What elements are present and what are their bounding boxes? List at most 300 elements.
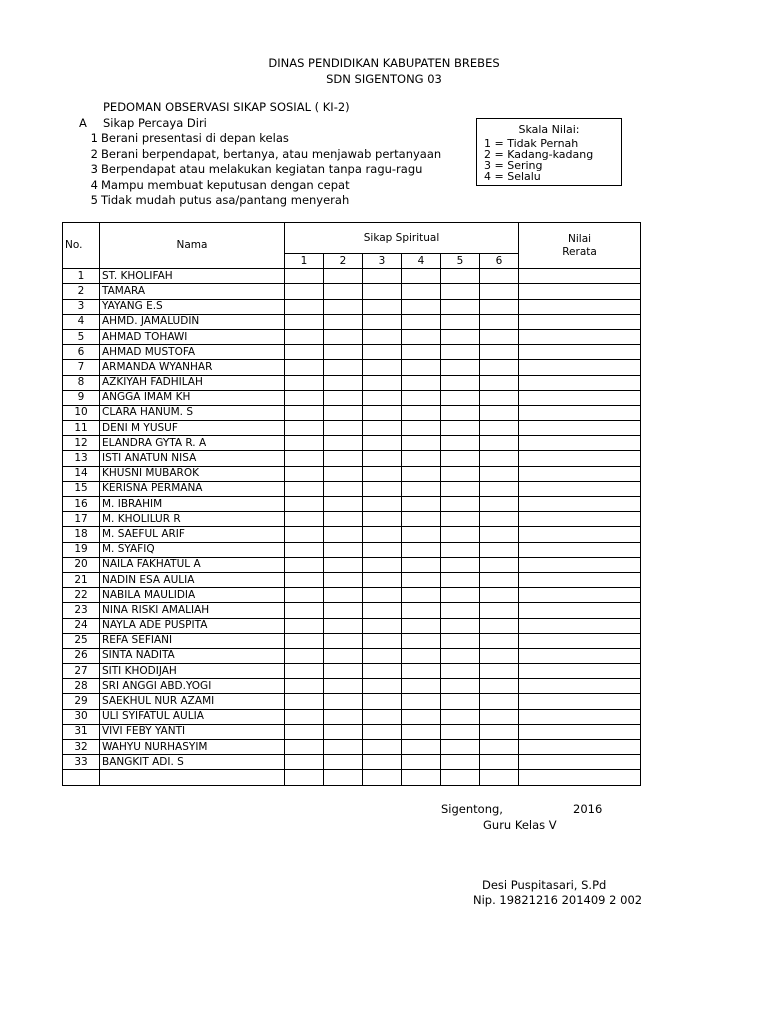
score-cell[interactable] — [480, 618, 519, 633]
student-name: NAYLA ADE PUSPITA — [100, 618, 285, 633]
score-cell[interactable] — [324, 390, 363, 405]
score-cell[interactable] — [324, 299, 363, 314]
student-name: TAMARA — [100, 284, 285, 299]
score-cell[interactable] — [363, 314, 402, 329]
score-cell[interactable] — [480, 405, 519, 420]
score-cell[interactable] — [324, 451, 363, 466]
score-cell[interactable] — [402, 694, 441, 709]
average-cell[interactable] — [519, 755, 641, 770]
score-cell[interactable] — [324, 466, 363, 481]
score-cell[interactable] — [324, 588, 363, 603]
indicator-number: 2 — [90, 146, 98, 161]
score-cell[interactable] — [285, 390, 324, 405]
score-cell[interactable] — [480, 709, 519, 724]
score-cell[interactable] — [363, 724, 402, 739]
score-cell[interactable] — [363, 466, 402, 481]
average-cell[interactable] — [519, 709, 641, 724]
row-number: 19 — [63, 542, 100, 557]
table-row — [63, 405, 641, 420]
section-name: Sikap Percaya Diri — [103, 116, 207, 130]
score-cell[interactable] — [324, 648, 363, 663]
table-row — [63, 299, 641, 314]
score-cell[interactable] — [363, 345, 402, 360]
score-cell[interactable] — [285, 466, 324, 481]
table-row — [63, 345, 641, 360]
score-cell[interactable] — [285, 709, 324, 724]
score-cell[interactable] — [324, 375, 363, 390]
score-cell[interactable] — [363, 390, 402, 405]
score-cell[interactable] — [285, 542, 324, 557]
score-cell[interactable] — [480, 284, 519, 299]
score-cell[interactable] — [285, 603, 324, 618]
average-cell[interactable] — [519, 390, 641, 405]
score-cell[interactable] — [441, 648, 480, 663]
score-cell[interactable] — [324, 527, 363, 542]
student-name: SITI KHODIJAH — [100, 664, 285, 679]
score-cell[interactable] — [402, 497, 441, 512]
score-cell[interactable] — [285, 451, 324, 466]
score-cell[interactable] — [363, 451, 402, 466]
score-cell[interactable] — [363, 405, 402, 420]
average-cell[interactable] — [519, 451, 641, 466]
score-cell[interactable] — [324, 709, 363, 724]
row-number: 9 — [63, 390, 100, 405]
row-number: 2 — [63, 284, 100, 299]
score-cell[interactable] — [480, 679, 519, 694]
score-cell[interactable] — [285, 284, 324, 299]
score-cell[interactable] — [441, 360, 480, 375]
score-cell[interactable] — [480, 390, 519, 405]
score-cell[interactable] — [402, 329, 441, 344]
score-cell[interactable] — [285, 329, 324, 344]
score-cell[interactable] — [480, 360, 519, 375]
score-cell[interactable] — [324, 542, 363, 557]
score-cell[interactable] — [324, 436, 363, 451]
score-cell[interactable] — [402, 755, 441, 770]
signature-year: 2016 — [573, 802, 603, 816]
score-cell[interactable] — [363, 679, 402, 694]
score-column-header: 2 — [324, 254, 363, 269]
student-name: ULI SYIFATUL AULIA — [100, 709, 285, 724]
score-cell[interactable] — [363, 588, 402, 603]
score-cell[interactable] — [480, 572, 519, 587]
table-row — [63, 527, 641, 542]
score-cell[interactable] — [363, 633, 402, 648]
score-cell[interactable] — [363, 421, 402, 436]
score-cell[interactable] — [363, 572, 402, 587]
average-cell[interactable] — [519, 527, 641, 542]
score-cell[interactable] — [285, 421, 324, 436]
score-cell[interactable] — [441, 694, 480, 709]
score-cell[interactable] — [441, 512, 480, 527]
score-cell[interactable] — [402, 481, 441, 496]
score-cell[interactable] — [402, 284, 441, 299]
agency-title: DINAS PENDIDIKAN KABUPATEN BREBES — [268, 56, 500, 70]
row-number: 6 — [63, 345, 100, 360]
score-cell[interactable] — [480, 314, 519, 329]
score-cell[interactable] — [363, 740, 402, 755]
score-cell[interactable] — [441, 390, 480, 405]
table-row — [63, 694, 641, 709]
average-cell[interactable] — [519, 588, 641, 603]
average-cell[interactable] — [519, 436, 641, 451]
score-cell[interactable] — [363, 755, 402, 770]
score-cell[interactable] — [324, 360, 363, 375]
score-cell[interactable] — [402, 527, 441, 542]
score-cell[interactable] — [402, 512, 441, 527]
student-name: NINA RISKI AMALIAH — [100, 603, 285, 618]
average-cell[interactable] — [519, 542, 641, 557]
score-cell[interactable] — [285, 497, 324, 512]
score-cell[interactable] — [441, 269, 480, 284]
scale-item: 1 = Tidak Pernah — [484, 137, 579, 150]
score-cell[interactable] — [324, 497, 363, 512]
average-cell[interactable] — [519, 679, 641, 694]
score-cell[interactable] — [363, 436, 402, 451]
score-cell[interactable] — [363, 299, 402, 314]
average-cell[interactable] — [519, 770, 641, 785]
score-cell[interactable] — [441, 588, 480, 603]
scale-legend — [476, 118, 622, 186]
average-cell[interactable] — [519, 664, 641, 679]
score-cell[interactable] — [480, 481, 519, 496]
average-cell[interactable] — [519, 299, 641, 314]
score-cell[interactable] — [480, 497, 519, 512]
score-cell[interactable] — [402, 542, 441, 557]
indicator-number: 3 — [90, 162, 98, 176]
score-cell[interactable] — [402, 269, 441, 284]
score-cell[interactable] — [402, 709, 441, 724]
average-cell[interactable] — [519, 497, 641, 512]
indicator-number: 5 — [90, 193, 98, 207]
score-cell[interactable] — [441, 345, 480, 360]
score-cell[interactable] — [324, 329, 363, 344]
score-cell[interactable] — [480, 375, 519, 390]
score-cell[interactable] — [480, 770, 519, 785]
score-cell[interactable] — [402, 588, 441, 603]
score-cell[interactable] — [363, 770, 402, 785]
score-cell[interactable] — [441, 755, 480, 770]
row-number: 25 — [63, 633, 100, 648]
score-cell[interactable] — [363, 527, 402, 542]
score-cell[interactable] — [480, 664, 519, 679]
row-number: 4 — [63, 314, 100, 329]
score-cell[interactable] — [285, 557, 324, 572]
score-cell[interactable] — [480, 329, 519, 344]
header-nilai: Nilai — [568, 232, 592, 245]
score-cell[interactable] — [363, 603, 402, 618]
score-cell[interactable] — [285, 360, 324, 375]
score-cell[interactable] — [441, 679, 480, 694]
score-cell[interactable] — [480, 345, 519, 360]
score-cell[interactable] — [402, 572, 441, 587]
score-cell[interactable] — [441, 466, 480, 481]
score-cell[interactable] — [324, 421, 363, 436]
score-cell[interactable] — [324, 572, 363, 587]
row-number: 15 — [63, 481, 100, 496]
score-cell[interactable] — [480, 436, 519, 451]
score-cell[interactable] — [441, 329, 480, 344]
score-cell[interactable] — [480, 740, 519, 755]
average-cell[interactable] — [519, 694, 641, 709]
score-cell[interactable] — [324, 724, 363, 739]
student-name: M. KHOLILUR R — [100, 512, 285, 527]
score-cell[interactable] — [285, 436, 324, 451]
score-cell[interactable] — [441, 481, 480, 496]
score-cell[interactable] — [480, 466, 519, 481]
score-cell[interactable] — [324, 618, 363, 633]
score-cell[interactable] — [285, 572, 324, 587]
score-cell[interactable] — [480, 421, 519, 436]
header-sikap-spiritual: Sikap Spiritual — [285, 223, 519, 254]
score-cell[interactable] — [480, 648, 519, 663]
student-name: ELANDRA GYTA R. A — [100, 436, 285, 451]
table-row — [63, 375, 641, 390]
score-cell[interactable] — [324, 679, 363, 694]
average-cell[interactable] — [519, 633, 641, 648]
score-cell[interactable] — [441, 664, 480, 679]
average-cell[interactable] — [519, 345, 641, 360]
average-cell[interactable] — [519, 572, 641, 587]
score-cell[interactable] — [441, 633, 480, 648]
score-cell[interactable] — [402, 314, 441, 329]
score-cell[interactable] — [402, 345, 441, 360]
score-cell[interactable] — [480, 512, 519, 527]
table-row — [63, 618, 641, 633]
score-cell[interactable] — [285, 512, 324, 527]
average-cell[interactable] — [519, 740, 641, 755]
student-name: AHMAD TOHAWI — [100, 329, 285, 344]
score-cell[interactable] — [402, 299, 441, 314]
score-cell[interactable] — [285, 679, 324, 694]
score-cell[interactable] — [324, 557, 363, 572]
table-row — [63, 284, 641, 299]
observation-table — [62, 222, 641, 786]
average-cell[interactable] — [519, 466, 641, 481]
score-cell[interactable] — [402, 603, 441, 618]
score-cell[interactable] — [441, 405, 480, 420]
student-name: AZKIYAH FADHILAH — [100, 375, 285, 390]
score-cell[interactable] — [480, 451, 519, 466]
student-name: SINTA NADITA — [100, 648, 285, 663]
average-cell[interactable] — [519, 421, 641, 436]
score-cell[interactable] — [324, 603, 363, 618]
score-cell[interactable] — [480, 633, 519, 648]
row-number: 17 — [63, 512, 100, 527]
student-name: NADIN ESA AULIA — [100, 572, 285, 587]
score-cell[interactable] — [441, 284, 480, 299]
score-cell[interactable] — [402, 648, 441, 663]
average-cell[interactable] — [519, 481, 641, 496]
score-cell[interactable] — [441, 497, 480, 512]
score-cell[interactable] — [441, 421, 480, 436]
score-cell[interactable] — [441, 618, 480, 633]
score-cell[interactable] — [285, 527, 324, 542]
score-cell[interactable] — [363, 512, 402, 527]
row-number: 18 — [63, 527, 100, 542]
score-cell[interactable] — [441, 740, 480, 755]
average-cell[interactable] — [519, 375, 641, 390]
score-cell[interactable] — [285, 664, 324, 679]
average-cell[interactable] — [519, 618, 641, 633]
score-cell[interactable] — [441, 527, 480, 542]
indicator-text: Berpendapat atau melakukan kegiatan tanpa ragu-ragu — [101, 162, 423, 176]
score-cell[interactable] — [285, 740, 324, 755]
score-cell[interactable] — [402, 451, 441, 466]
score-cell[interactable] — [402, 633, 441, 648]
student-name: ANGGA IMAM KH — [100, 390, 285, 405]
score-cell[interactable] — [285, 481, 324, 496]
score-cell[interactable] — [480, 269, 519, 284]
score-cell[interactable] — [324, 269, 363, 284]
score-cell[interactable] — [480, 588, 519, 603]
score-cell[interactable] — [480, 603, 519, 618]
score-cell[interactable] — [363, 694, 402, 709]
signature-name: Desi Puspitasari, S.Pd — [482, 878, 607, 892]
score-cell[interactable] — [402, 375, 441, 390]
score-cell[interactable] — [324, 770, 363, 785]
average-cell[interactable] — [519, 314, 641, 329]
scale-item: 4 = Selalu — [484, 170, 541, 183]
student-name: SRI ANGGI ABD.YOGI — [100, 679, 285, 694]
signature-nip: Nip. 19821216 201409 2 002 — [473, 893, 643, 907]
score-cell[interactable] — [324, 755, 363, 770]
score-cell[interactable] — [363, 481, 402, 496]
average-cell[interactable] — [519, 603, 641, 618]
score-cell[interactable] — [441, 770, 480, 785]
score-cell[interactable] — [324, 405, 363, 420]
score-cell[interactable] — [363, 557, 402, 572]
score-cell[interactable] — [402, 618, 441, 633]
score-cell[interactable] — [441, 436, 480, 451]
table-row — [63, 557, 641, 572]
score-cell[interactable] — [441, 724, 480, 739]
score-cell[interactable] — [285, 694, 324, 709]
score-cell[interactable] — [285, 405, 324, 420]
score-cell[interactable] — [402, 390, 441, 405]
score-cell[interactable] — [402, 664, 441, 679]
score-cell[interactable] — [480, 755, 519, 770]
score-cell[interactable] — [285, 724, 324, 739]
score-cell[interactable] — [480, 557, 519, 572]
score-cell[interactable] — [402, 421, 441, 436]
score-cell[interactable] — [285, 770, 324, 785]
score-cell[interactable] — [285, 375, 324, 390]
score-cell[interactable] — [441, 603, 480, 618]
score-cell[interactable] — [441, 572, 480, 587]
score-cell[interactable] — [324, 664, 363, 679]
score-cell[interactable] — [480, 724, 519, 739]
score-cell[interactable] — [285, 345, 324, 360]
score-cell[interactable] — [324, 284, 363, 299]
row-number: 11 — [63, 421, 100, 436]
score-cell[interactable] — [402, 679, 441, 694]
score-column-header: 1 — [285, 254, 324, 269]
average-cell[interactable] — [519, 557, 641, 572]
score-cell[interactable] — [441, 451, 480, 466]
score-cell[interactable] — [402, 405, 441, 420]
score-cell[interactable] — [324, 633, 363, 648]
score-cell[interactable] — [402, 557, 441, 572]
table-row — [63, 603, 641, 618]
score-cell[interactable] — [402, 770, 441, 785]
score-cell[interactable] — [363, 360, 402, 375]
student-name: M. SYAFIQ — [100, 542, 285, 557]
average-cell[interactable] — [519, 512, 641, 527]
score-cell[interactable] — [441, 557, 480, 572]
score-cell[interactable] — [285, 755, 324, 770]
score-cell[interactable] — [285, 648, 324, 663]
row-number: 7 — [63, 360, 100, 375]
average-cell[interactable] — [519, 269, 641, 284]
score-cell[interactable] — [402, 740, 441, 755]
score-cell[interactable] — [363, 542, 402, 557]
average-cell[interactable] — [519, 648, 641, 663]
score-cell[interactable] — [363, 618, 402, 633]
row-number: 28 — [63, 679, 100, 694]
scale-item: 3 = Sering — [484, 159, 543, 172]
average-cell[interactable] — [519, 329, 641, 344]
score-cell[interactable] — [285, 269, 324, 284]
score-cell[interactable] — [363, 284, 402, 299]
score-cell[interactable] — [402, 466, 441, 481]
score-cell[interactable] — [402, 360, 441, 375]
score-cell[interactable] — [285, 314, 324, 329]
score-cell[interactable] — [324, 345, 363, 360]
score-cell[interactable] — [441, 314, 480, 329]
score-cell[interactable] — [363, 664, 402, 679]
score-cell[interactable] — [402, 436, 441, 451]
score-cell[interactable] — [324, 694, 363, 709]
score-cell[interactable] — [363, 648, 402, 663]
average-cell[interactable] — [519, 724, 641, 739]
row-number: 32 — [63, 740, 100, 755]
score-cell[interactable] — [441, 709, 480, 724]
score-cell[interactable] — [285, 588, 324, 603]
score-cell[interactable] — [324, 481, 363, 496]
score-cell[interactable] — [285, 299, 324, 314]
score-cell[interactable] — [480, 694, 519, 709]
header-rerata: Rerata — [562, 245, 597, 258]
score-cell[interactable] — [363, 497, 402, 512]
student-name: WAHYU NURHASYIM — [100, 740, 285, 755]
score-cell[interactable] — [324, 512, 363, 527]
score-cell[interactable] — [363, 329, 402, 344]
score-cell[interactable] — [285, 618, 324, 633]
table-row — [63, 724, 641, 739]
average-cell[interactable] — [519, 405, 641, 420]
score-cell[interactable] — [480, 527, 519, 542]
score-cell[interactable] — [441, 375, 480, 390]
average-cell[interactable] — [519, 360, 641, 375]
score-cell[interactable] — [363, 269, 402, 284]
score-cell[interactable] — [324, 740, 363, 755]
score-cell[interactable] — [363, 709, 402, 724]
row-number: 26 — [63, 648, 100, 663]
table-row — [63, 588, 641, 603]
score-cell[interactable] — [441, 542, 480, 557]
score-cell[interactable] — [441, 299, 480, 314]
score-cell[interactable] — [324, 314, 363, 329]
score-cell[interactable] — [480, 542, 519, 557]
table-row — [63, 542, 641, 557]
average-cell[interactable] — [519, 284, 641, 299]
score-cell[interactable] — [480, 299, 519, 314]
score-cell[interactable] — [363, 375, 402, 390]
table-row — [63, 740, 641, 755]
score-cell[interactable] — [285, 633, 324, 648]
score-cell[interactable] — [402, 724, 441, 739]
